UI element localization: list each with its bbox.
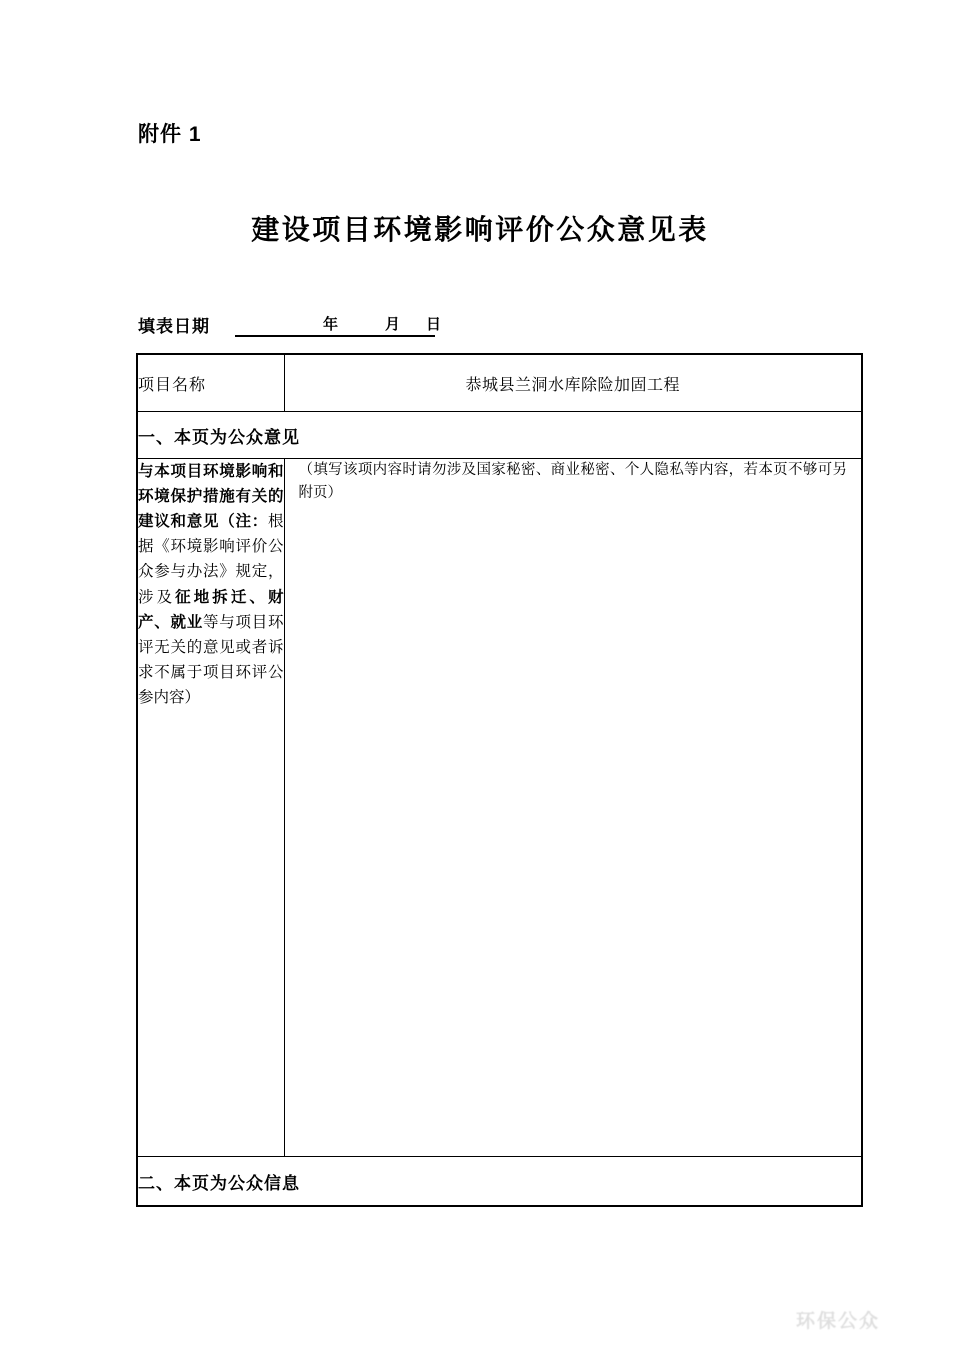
opinion-label-part-plain-2: 等与项目环评无关的意见或者诉求不属于项目环评公参内容） [138,613,284,706]
section-two-heading: 二、本页为公众信息 [137,1157,862,1207]
fill-date-month-unit: 月 [385,317,401,333]
opinion-label-cell [137,459,284,1157]
project-name-value: 恭城县兰洞水库除险加固工程 [284,354,862,412]
page-title: 建设项目环境影响评价公众意见表 [251,214,709,245]
fill-date-year-unit: 年 [323,317,339,333]
opinion-label-part-bold-1: 与本项目环境影响和环境保护措施有关的建议和意见（注： [138,463,284,531]
attachment-label: 附件 1 [138,123,202,146]
opinion-form-table [136,353,863,1207]
opinion-input-cell[interactable] [284,459,862,1157]
fill-date-label: 填表日期 [138,317,210,336]
fill-date-day-unit: 日 [426,317,442,333]
table-row-project-name [137,354,862,412]
page-watermark: 环保公众 [796,1311,881,1332]
opinion-label-text [138,459,284,710]
table-row-section-two [137,1157,862,1207]
project-name-label: 项目名称 [137,354,284,412]
opinion-label-part-bold-2: 征地拆迁、财产、就业 [138,588,284,631]
opinion-privacy-hint: （填写该项内容时请勿涉及国家秘密、商业秘密、个人隐私等内容，若本页不够可另附页） [298,462,847,502]
table-row-opinion-body [137,459,862,1157]
fill-date-row [138,310,538,340]
section-one-heading: 一、本页为公众意见 [137,412,862,459]
table-row-section-one [137,412,862,459]
opinion-label-part-plain-1: 根据《环境影响评价公众参与办法》规定，涉及 [138,513,284,606]
